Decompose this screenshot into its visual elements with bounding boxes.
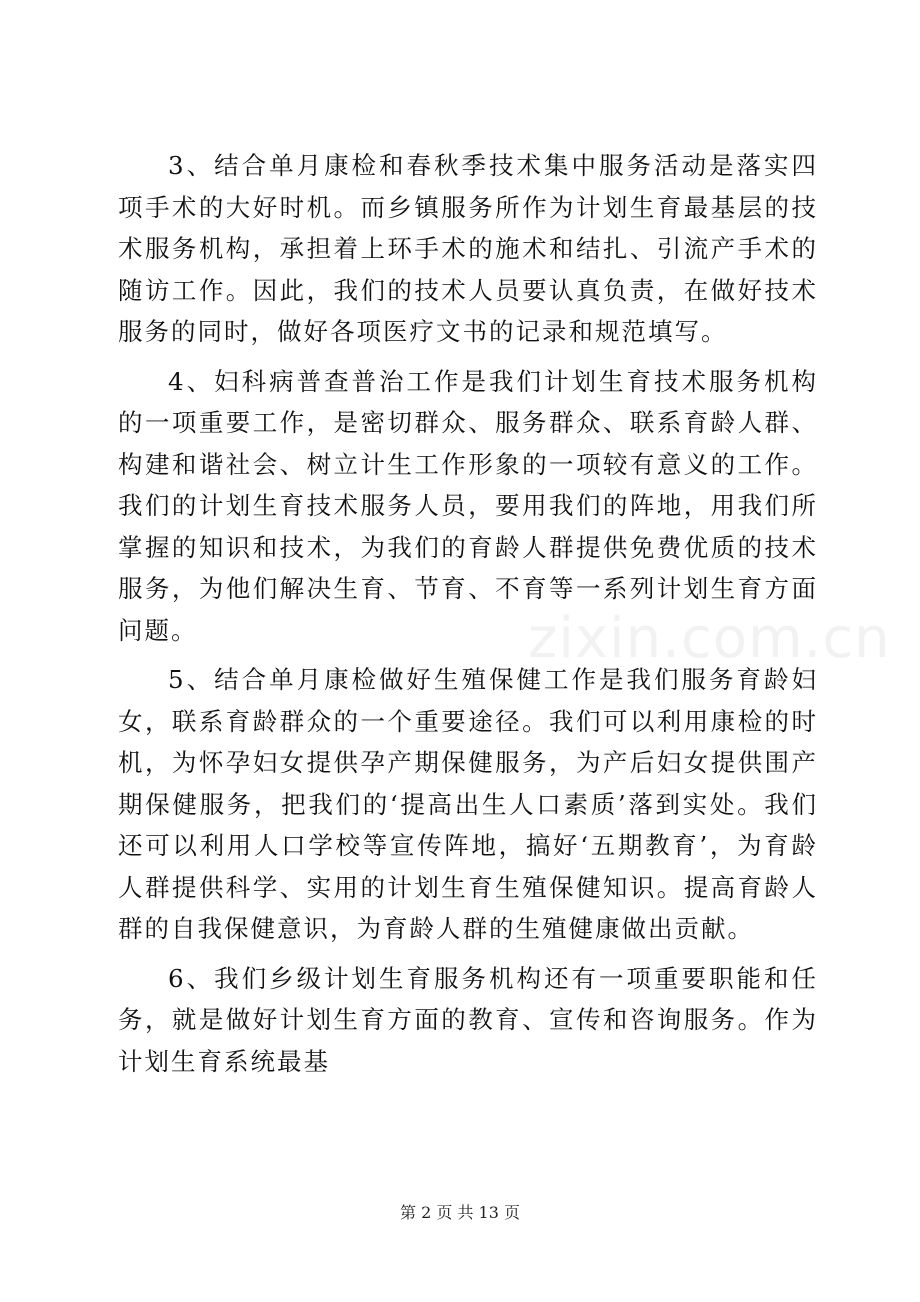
paragraph-3: 3、结合单月康检和春秋季技术集中服务活动是落实四项手术的大好时机。而乡镇服务所作为计划生育最基层的技术服务机构，承担着上环手术的施术和结扎、引流产手术的随访工作。因此，我们的技术人员要认真负责，在做好技术服务的同时，做好各项医疗文书的记录和规范填写。 (118, 151, 818, 346)
paragraph-5: 5、结合单月康检做好生殖保健工作是我们服务育龄妇女，联系育龄群众的一个重要途径。我们可以利用康检的时机，为怀孕妇女提供孕产期保健服务，为产后妇女提供围产期保健服务，把我们的‘提高出生人口素质’落到实处。我们还可以利用人口学校等宣传阵地，搞好‘五期教育’，为育龄人群提供科学、实用的计划生育生殖保健知识。提高育龄人群的自我保健意识，为育龄人群的生殖健康做出贡献。 (118, 665, 818, 943)
paragraph-6: 6、我们乡级计划生育服务机构还有一项重要职能和任务，就是做好计划生育方面的教育、宣传和咨询服务。作为计划生育系统最基 (118, 963, 818, 1076)
paragraph-4: 4、妇科病普查普治工作是我们计划生育技术服务机构的一项重要工作，是密切群众、服务群众、联系育龄人群、构建和谐社会、树立计生工作形象的一项较有意义的工作。我们的计划生育技术服务人员，要用我们的阵地，用我们所掌握的知识和技术，为我们的育龄人群提供免费优质的技术服务，为他们解决生育、节育、不育等一系列计划生育方面问题。 (118, 366, 818, 645)
document-body (118, 145, 818, 1082)
page-footer: 第 2 页 共 13 页 (400, 1203, 520, 1222)
watermark-text: zixin.com.cn (528, 606, 891, 671)
